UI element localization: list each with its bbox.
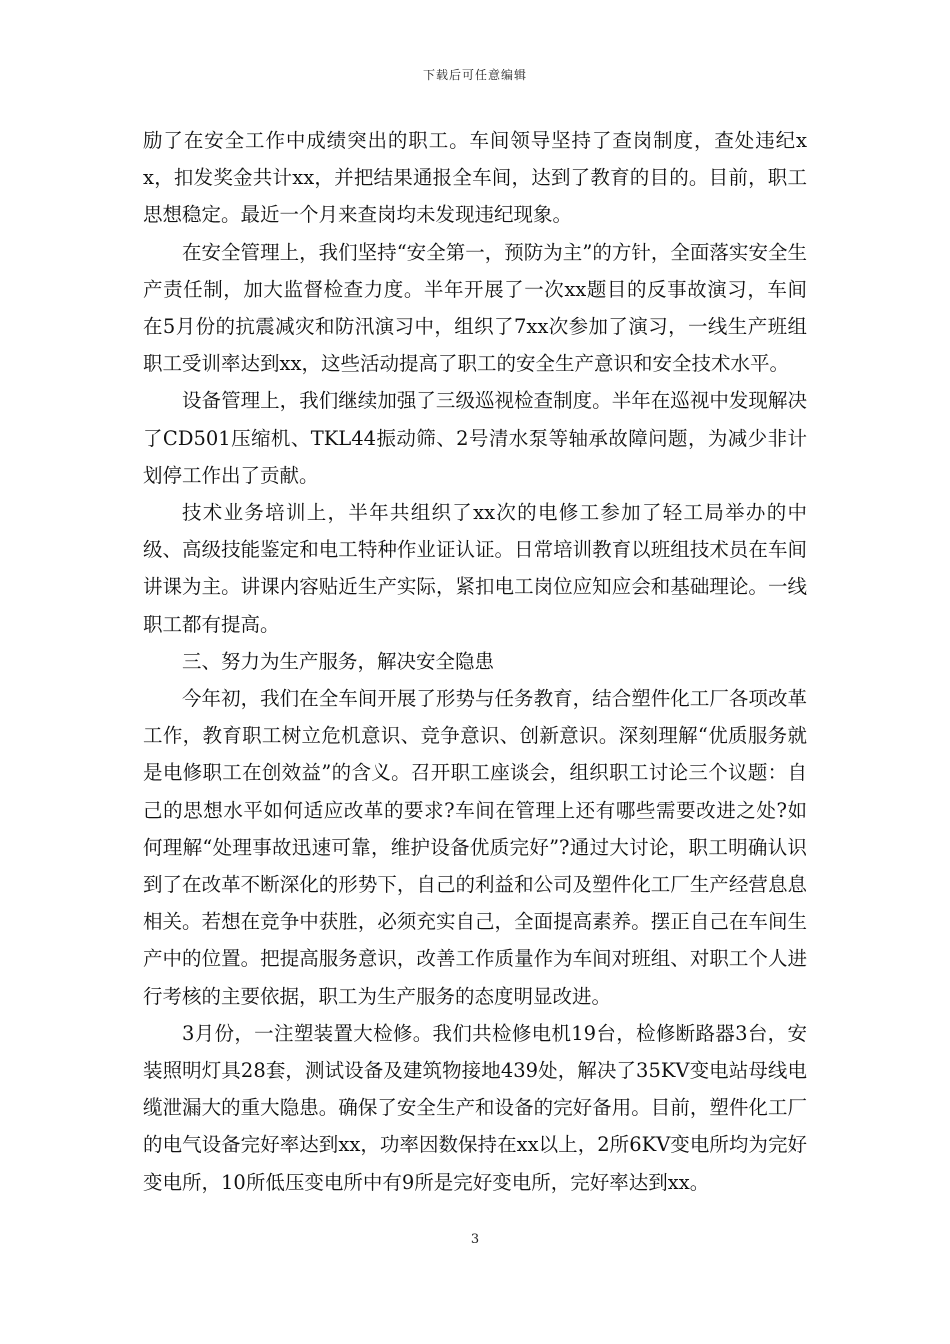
paragraph: 设备管理上，我们继续加强了三级巡视检查制度。半年在巡视中发现解决了CD501压缩机、TKL44振动筛、2号清水泵等轴承故障问题，为减少非计划停工作出了贡献。 <box>143 389 807 487</box>
paragraph: 励了在安全工作中成绩突出的职工。车间领导坚持了查岗制度，查处违纪xx，扣发奖金共计xx，并把结果通报全车间，达到了教育的目的。目前，职工思想稳定。最近一个月来查岗均未发现违纪现象。 <box>143 129 807 227</box>
section-heading: 三、努力为生产服务，解决安全隐患 <box>182 649 495 673</box>
page-number: 3 <box>470 1232 480 1247</box>
paragraph: 技术业务培训上，半年共组织了xx次的电修工参加了轻工局举办的中级、高级技能鉴定和电工特种作业证认证。日常培训教育以班组技术员在车间讲课为主。讲课内容贴近生产实际，紧扣电工岗位应知应会和基础理论。一线职工都有提高。 <box>143 501 807 636</box>
paragraph: 今年初，我们在全车间开展了形势与任务教育，结合塑件化工厂各项改革工作，教育职工树立危机意识、竞争意识、创新意识。深刻理解“优质服务就是电修职工在创效益”的含义。召开职工座谈会，组织职工讨论三个议题：自己的思想水平如何适应改革的要求?车间在管理上还有哪些需要改进之处?如何理解“处理事故迅速可靠，维护设备优质完好”?通过大讨论，职工明确认识到了在改革不断深化的形势下，自己的利益和公司及塑件化工厂生产经营息息相关。若想在竞争中获胜，必须充实自己，全面提高素养。摆正自己在车间生产中的位置。把提高服务意识，改善工作质量作为车间对班组、对职工个人进行考核的主要依据，职工为生产服务的态度明显改进。 <box>143 687 807 1008</box>
document-body <box>143 122 807 1201</box>
paragraph: 3月份，一注塑装置大检修。我们共检修电机19台，检修断路器3台，安装照明灯具28套，测试设备及建筑物接地439处，解决了35KV变电站母线电缆泄漏大的重大隐患。确保了安全生产和设备的完好备用。目前，塑件化工厂的电气设备完好率达到xx，功率因数保持在xx以上，2所6KV变电所均为完好变电所，10所低压变电所中有9所是完好变电所，完好率达到xx。 <box>143 1021 807 1194</box>
paragraph: 在安全管理上，我们坚持“安全第一，预防为主”的方针，全面落实安全生产责任制，加大监督检查力度。半年开展了一次xx题目的反事故演习，车间在5月份的抗震减灾和防汛演习中，组织了7xx次参加了演习，一线生产班组职工受训率达到xx，这些活动提高了职工的安全生产意识和安全技术水平。 <box>143 240 807 376</box>
page-header: 下载后可任意编辑 <box>422 68 527 82</box>
